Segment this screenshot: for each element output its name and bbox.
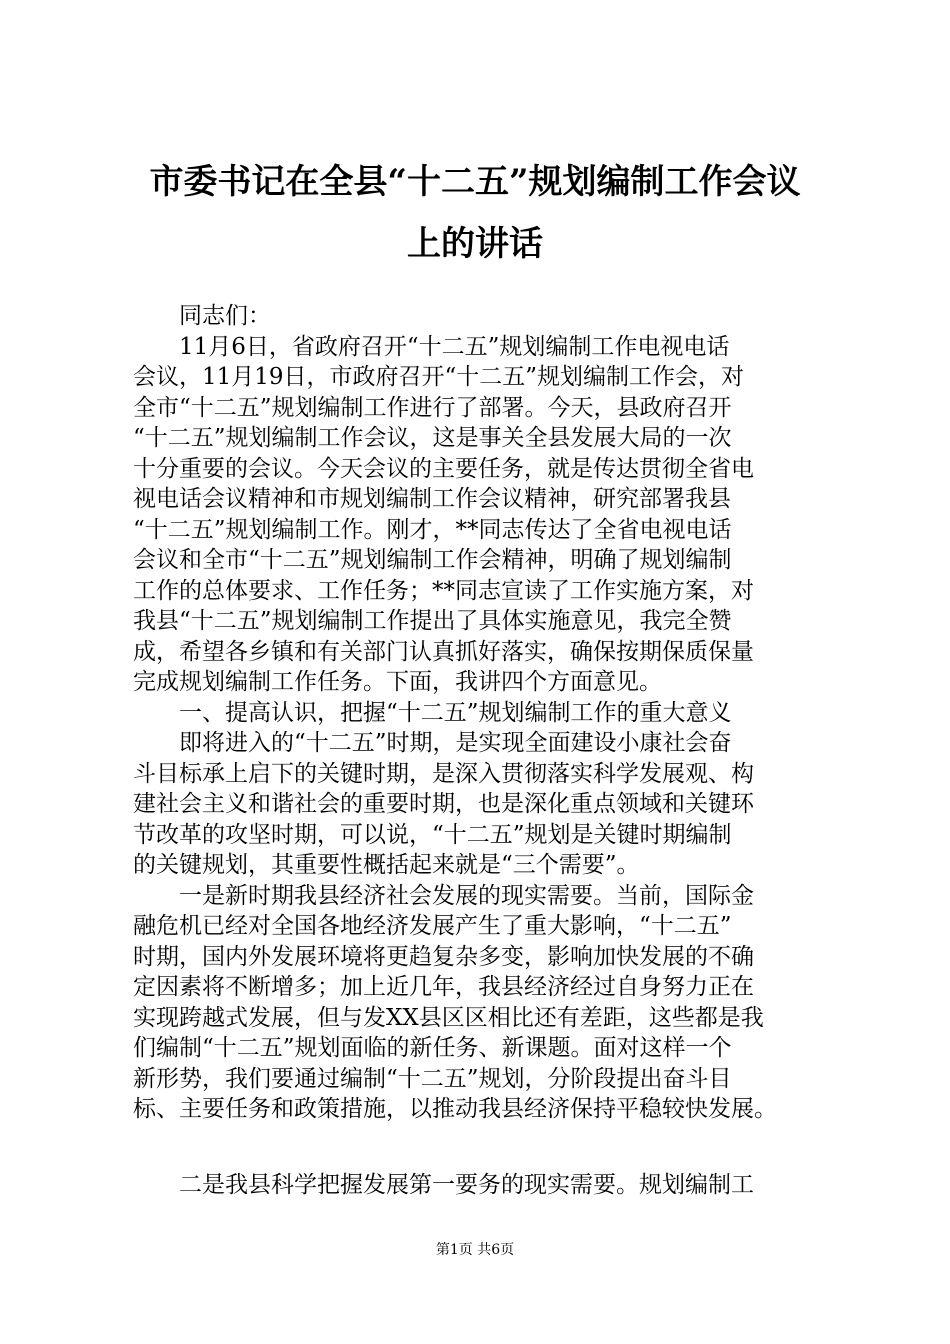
body-line: 二是我县科学把握发展第一要务的现实需要。规划编制工 [133,1171,754,1198]
body-line: “十二五”规划编制工作。刚才，**同志传达了全省电视电话 [133,516,732,543]
body-line: “十二五”规划编制工作会议，这是事关全县发展大局的一次 [133,425,732,451]
body-line: 定因素将不断增多；加上近几年，我县经济经过自身努力正在 [133,974,754,1000]
body-line: 时期，国内外发展环境将更趋复杂多变，影响加快发展的不确 [133,943,754,970]
body-line: 即将进入的“十二五”时期，是实现全面建设小康社会奋 [133,730,732,756]
page-number-footer: 第1页 共6页 [435,1242,515,1258]
body-line: 我县“十二五”规划编制工作提出了具体实施意见，我完全赞 [133,608,732,634]
body-line: 建社会主义和谐社会的重要时期，也是深化重点领域和关键环 [133,791,754,817]
body-line: 工作的总体要求、工作任务；**同志宣读了工作实施方案，对 [133,577,754,604]
body-line: 的关键规划，其重要性概括起来就是“三个需要”。 [133,852,640,878]
body-line: 实现跨越式发展，但与发XX县区区相比还有差距，这些都是我 [133,1004,764,1031]
body-line: 斗目标承上启下的关键时期，是深入贯彻落实科学发展观、构 [133,760,754,787]
body-line: 一是新时期我县经济社会发展的现实需要。当前，国际金 [133,882,754,909]
body-line: 会议和全市“十二五”规划编制工作会精神，明确了规划编制 [133,547,732,573]
body-line: 完成规划编制工作任务。下面，我讲四个方面意见。 [133,669,662,695]
body-line: 视电话会议精神和市规划编制工作会议精神，研究部署我县 [133,486,731,512]
body-line: 们编制“十二五”规划面临的新任务、新课题。面对这样一个 [133,1035,732,1061]
body-line: 节改革的攻坚时期，可以说，“十二五”规划是关键时期编制 [133,821,732,848]
body-line: 标、主要任务和政策措施，以推动我县经济保持平稳较快发展。 [133,1096,777,1122]
body-line: 同志们： [133,303,271,329]
document-body [133,301,833,1200]
body-line: 成，希望各乡镇和有关部门认真抓好落实，确保按期保质保量 [133,638,754,665]
paragraph-gap [133,1125,833,1170]
body-line: 会议，11月19日，市政府召开“十二五”规划编制工作会，对 [133,364,745,390]
body-line: 全市“十二五”规划编制工作进行了部署。今天，县政府召开 [133,394,732,421]
body-line: 融危机已经对全国各地经济发展产生了重大影响，“十二五” [133,913,732,939]
document-title-line-2: 上的讲话 [407,224,543,264]
body-line: 十分重要的会议。今天会议的主要任务，就是传达贯彻全省电 [133,455,754,482]
body-line: 新形势，我们要通过编制“十二五”规划，分阶段提出奋斗目 [133,1065,732,1092]
section-heading: 一、提高认识，把握“十二五”规划编制工作的重大意义 [133,699,732,726]
body-line: 11月6日，省政府召开“十二五”规划编制工作电视电话 [133,333,730,360]
document-title-line-1: 市委书记在全县“十二五”规划编制工作会议 [149,162,801,202]
